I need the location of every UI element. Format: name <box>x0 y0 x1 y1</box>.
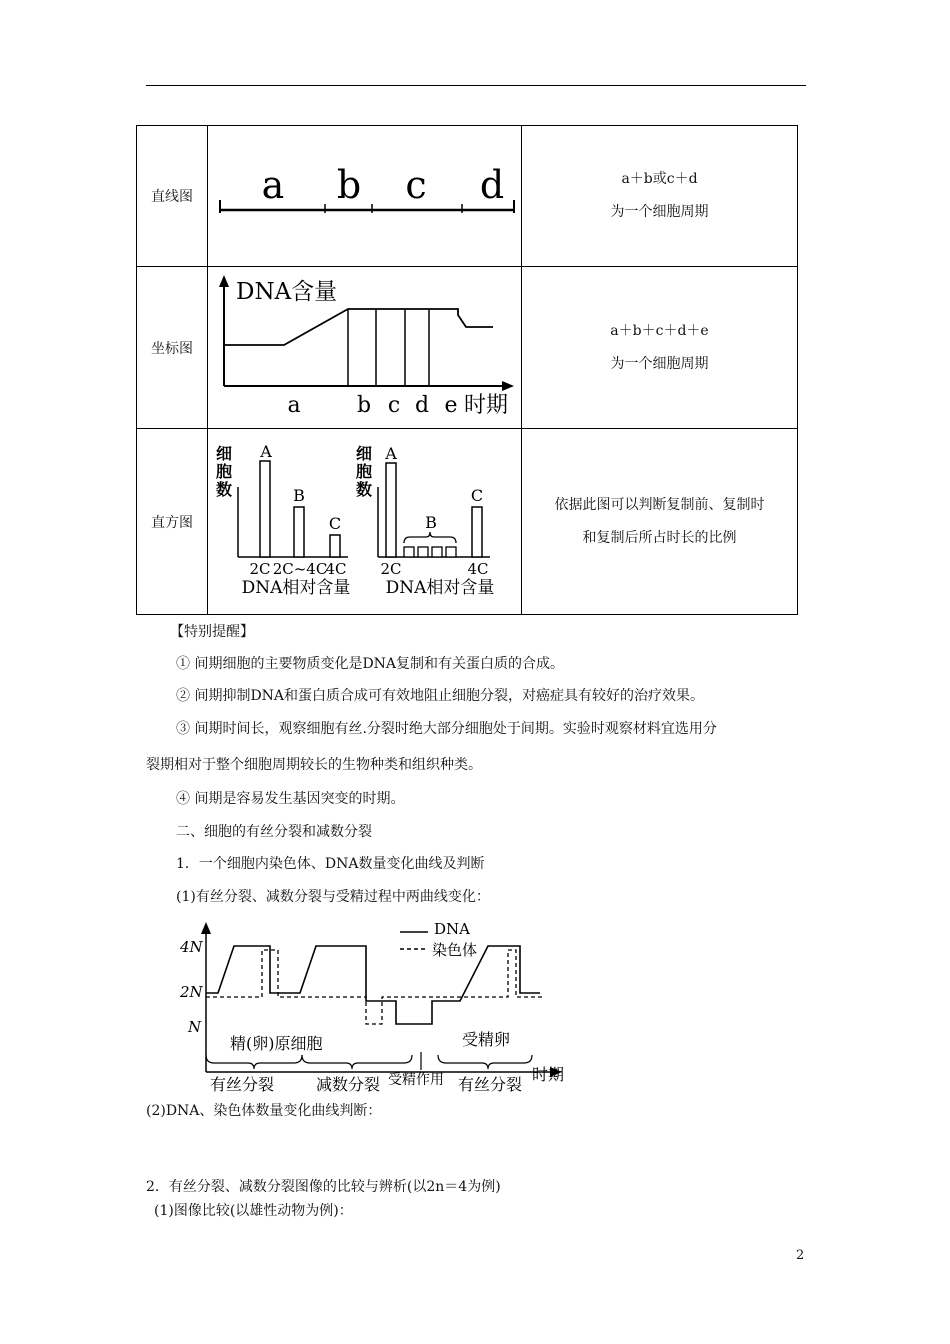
reminder-title: 【特别提醒】 <box>170 624 254 640</box>
segment-label: c <box>405 163 427 207</box>
note-line: 和复制后所占时长的比例 <box>582 529 737 546</box>
subsection-heading: 1．一个细胞内染色体、DNA数量变化曲线及判断 <box>176 856 485 872</box>
bar-label: B <box>425 513 437 532</box>
segment-label: b <box>336 163 362 207</box>
subsection-item: (2)DNA、染色体数量变化曲线判断： <box>146 1103 382 1119</box>
legend-dna: DNA <box>434 920 470 938</box>
paragraph: ② 间期抑制DNA和蛋白质合成可有效地阻止细胞分裂，对癌症具有较好的治疗效果。 <box>176 688 705 704</box>
row-name: 直线图 <box>137 126 208 267</box>
x-label: e <box>444 393 458 418</box>
y-label-char: 数 <box>216 480 233 499</box>
tick-label: 2C <box>249 560 271 578</box>
note-line: 为一个细胞周期 <box>610 355 709 372</box>
x-label: b <box>356 393 372 418</box>
x-label: d <box>414 393 430 418</box>
row-note <box>522 126 798 267</box>
segment-label: d <box>479 163 505 207</box>
segment-label: a <box>261 163 285 207</box>
histogram-diagram <box>208 429 522 615</box>
phase-label: 有丝分裂 <box>210 1075 275 1094</box>
cell-label: 精(卵)原细胞 <box>230 1034 323 1053</box>
y-label-char: 细 <box>356 444 373 463</box>
x-title: 时期 <box>464 393 509 418</box>
y-label: 4N <box>180 938 203 956</box>
x-title: DNA相对含量 <box>241 578 351 598</box>
note-line: a＋b或c＋d <box>621 171 698 187</box>
tick-label: 4C <box>325 560 347 578</box>
paragraph: ③ 间期时间长，观察细胞有丝.分裂时绝大部分细胞处于间期。实验时观察材料宜选用分 <box>176 721 717 737</box>
bar-label: C <box>328 514 342 533</box>
note-line: 依据此图可以判断复制前、复制时 <box>554 496 765 513</box>
phase-label: 受精作用 <box>388 1072 444 1088</box>
subsection-item: (1)图像比较(以雄性动物为例)： <box>154 1203 353 1219</box>
phase-label: 减数分裂 <box>316 1075 381 1094</box>
bar-label: A <box>385 444 397 463</box>
tick-label: 4C <box>467 560 489 578</box>
paragraph: 裂期相对于整个细胞周期较长的生物种类和组织种类。 <box>146 757 482 773</box>
cell-label: 受精卵 <box>462 1030 511 1049</box>
y-label-char: 细 <box>216 444 233 463</box>
row-name: 坐标图 <box>137 267 208 429</box>
cell-cycle-representation-table <box>136 125 798 615</box>
note-line: a＋b＋c＋d＋e <box>610 322 709 339</box>
bar-label: A <box>260 442 272 461</box>
tick-label: 2C~4C <box>272 560 328 578</box>
row-name: 直方图 <box>137 429 208 615</box>
y-label-char: 胞 <box>216 462 233 481</box>
x-title: 时期 <box>532 1065 565 1084</box>
dna-chromosome-curve <box>170 912 590 1094</box>
tick-label: 2C <box>380 560 402 578</box>
header-rule <box>146 85 806 86</box>
y-axis-label: DNA含量 <box>236 279 338 305</box>
legend-chromosome: 染色体 <box>432 941 478 959</box>
paragraph: ④ 间期是容易发生基因突变的时期。 <box>176 791 405 807</box>
x-title: DNA相对含量 <box>385 578 495 598</box>
x-label: c <box>387 393 401 418</box>
table-row <box>137 429 798 615</box>
page-number: 2 <box>796 1248 805 1263</box>
y-label: N <box>188 1018 202 1036</box>
subsection-heading: 2．有丝分裂、减数分裂图像的比较与辨析(以2n＝4为例) <box>146 1179 501 1195</box>
y-label-char: 数 <box>356 480 373 499</box>
row-note <box>522 429 798 615</box>
row-note <box>522 267 798 429</box>
x-label: a <box>287 393 301 418</box>
table-row <box>137 126 798 267</box>
paragraph: ① 间期细胞的主要物质变化是DNA复制和有关蛋白质的合成。 <box>176 656 565 672</box>
coordinate-diagram <box>208 267 522 429</box>
table-row <box>137 267 798 429</box>
y-label-char: 胞 <box>356 462 373 481</box>
phase-label: 有丝分裂 <box>458 1075 523 1094</box>
subsection-item: (1)有丝分裂、减数分裂与受精过程中两曲线变化： <box>176 889 490 905</box>
y-label: 2N <box>180 983 203 1001</box>
bar-label: C <box>470 486 484 505</box>
line-diagram <box>208 126 522 267</box>
section-heading: 二、细胞的有丝分裂和减数分裂 <box>176 824 372 840</box>
bar-label: B <box>293 486 305 505</box>
note-line: 为一个细胞周期 <box>610 204 709 220</box>
